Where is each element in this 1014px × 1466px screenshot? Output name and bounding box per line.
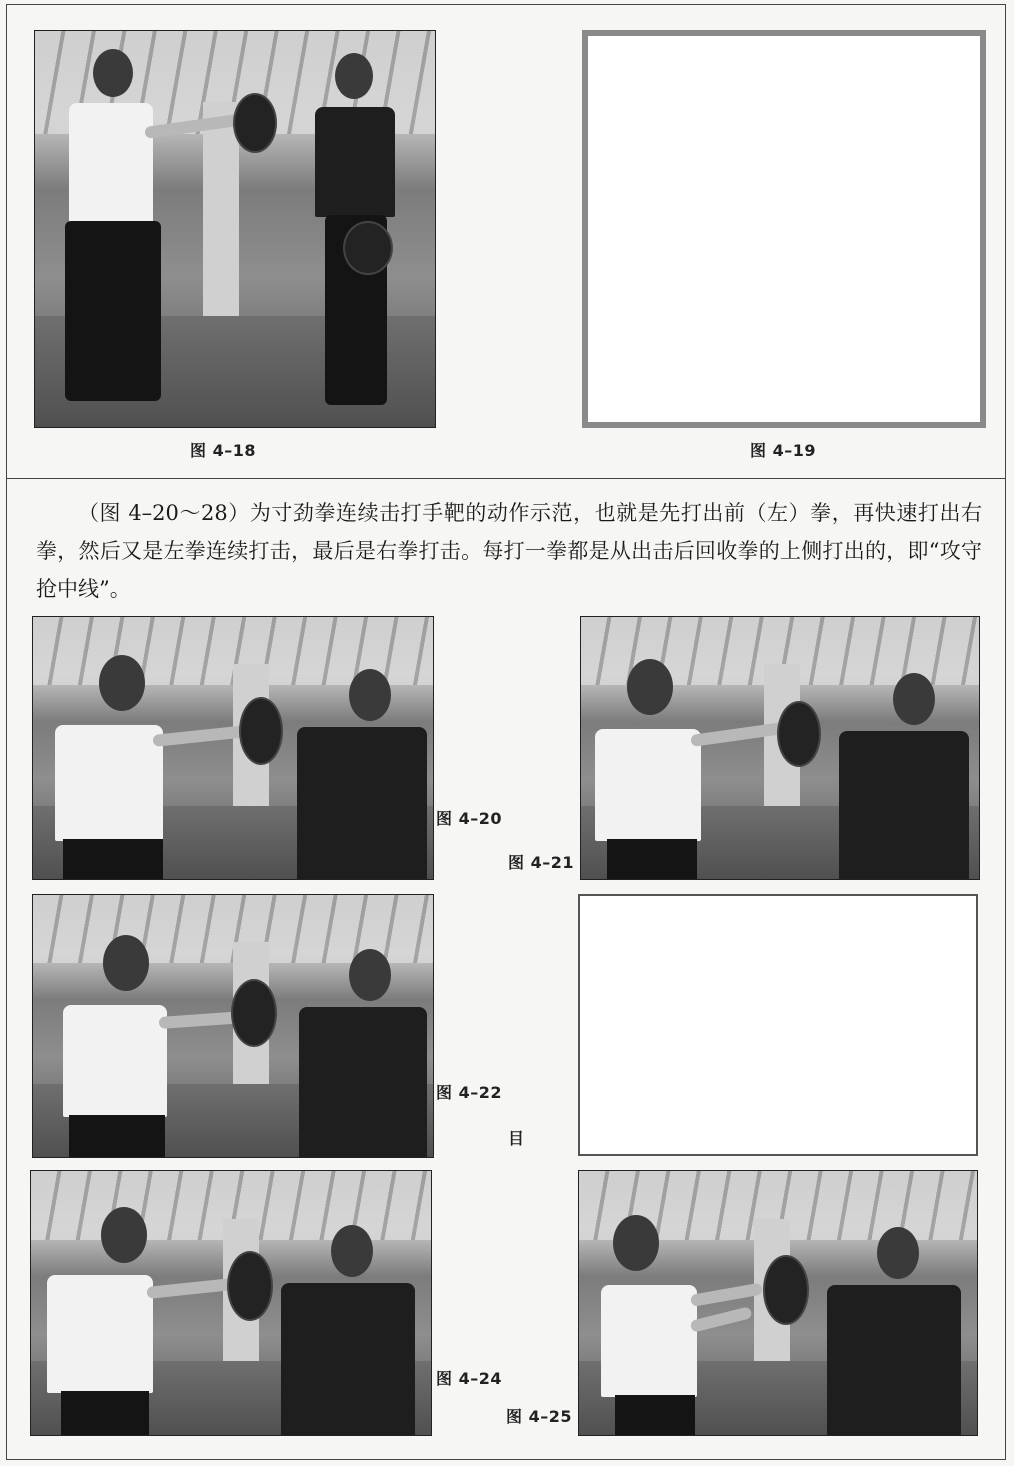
photo-fig-4-25 [578, 1170, 978, 1436]
section-divider [6, 478, 1006, 479]
photo-fig-4-22 [32, 894, 434, 1158]
caption-fig-4-20: 图 4–20 [436, 809, 502, 828]
photo-fig-4-20 [32, 616, 434, 880]
photo-fig-4-21 [580, 616, 980, 880]
photo-fig-4-24 [30, 1170, 432, 1436]
caption-fig-4-24: 图 4–24 [436, 1369, 502, 1388]
caption-fig-4-22: 图 4–22 [436, 1083, 502, 1102]
photo-fig-4-19 [582, 30, 986, 428]
caption-fig-4-23-fragment: 目 [508, 1129, 525, 1148]
caption-fig-4-25: 图 4–25 [506, 1407, 572, 1426]
photo-fig-4-23 [578, 894, 978, 1156]
caption-fig-4-19: 图 4–19 [750, 441, 816, 460]
caption-fig-4-18: 图 4–18 [190, 441, 256, 460]
caption-fig-4-21: 图 4–21 [508, 853, 574, 872]
photo-fig-4-18 [34, 30, 436, 428]
body-paragraph: （图 4–20～28）为寸劲拳连续击打手靶的动作示范，也就是先打出前（左）拳，再快速打出右拳，然后又是左拳连续打击，最后是右拳打击。每打一拳都是从出击后回收拳的上侧打出的，即“攻守抢中线”。 [36, 501, 982, 601]
